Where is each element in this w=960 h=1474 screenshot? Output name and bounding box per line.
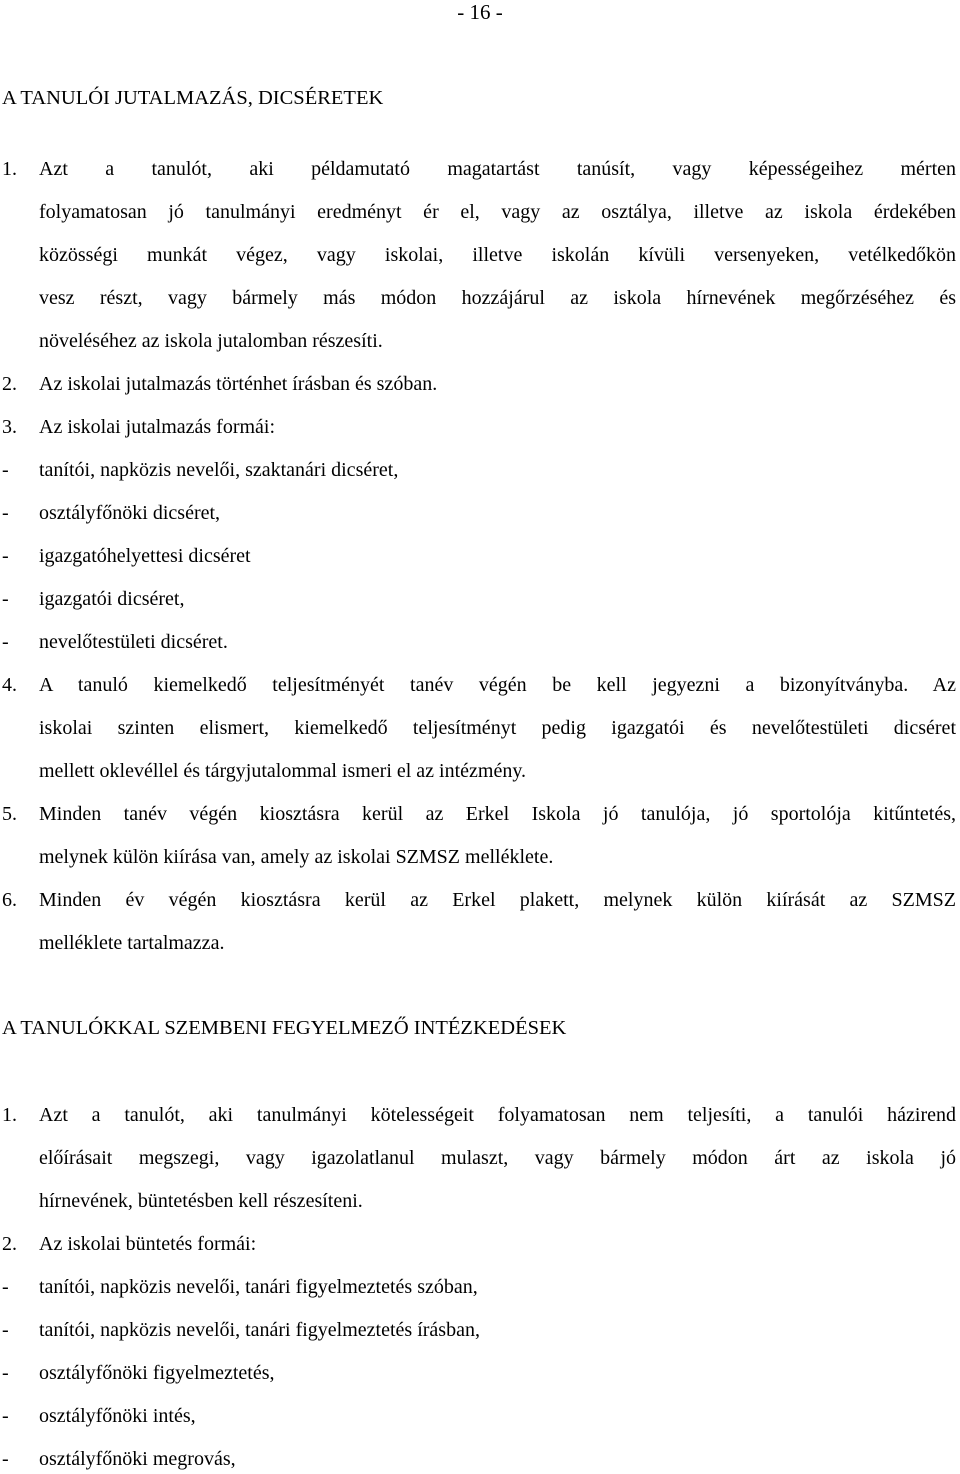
list-item-text: tanítói, napközis nevelői, szaktanári dicséret, xyxy=(39,459,399,481)
bullet-dash: - xyxy=(2,1276,9,1298)
paragraph-line: előírásait megszegi, vagy igazolatlanul mulaszt, vagy bármely módon árt az iskola jó xyxy=(39,1147,956,1169)
paragraph-line: Azt a tanulót, aki példamutató magatartást tanúsít, vagy képességeihez mérten xyxy=(39,158,956,180)
list-item xyxy=(2,585,185,613)
list-item-text: osztályfőnöki figyelmeztetés, xyxy=(39,1362,275,1384)
list-item xyxy=(2,1273,478,1301)
item-text: Az iskolai jutalmazás történhet írásban és szóban. xyxy=(39,373,438,395)
list-item-text: osztályfőnöki megrovás, xyxy=(39,1448,236,1470)
item-number: 6. xyxy=(2,889,17,911)
bullet-dash: - xyxy=(2,1319,9,1341)
bullet-dash: - xyxy=(2,502,9,524)
list-item-text: osztályfőnöki dicséret, xyxy=(39,502,221,524)
list-item xyxy=(2,628,228,656)
paragraph-rewards-4 xyxy=(39,664,956,793)
paragraph-line: Minden év végén kiosztásra kerül az Erkel plakett, melynek külön kiírását az SZMSZ xyxy=(39,889,956,911)
item-number: 3. xyxy=(2,416,17,438)
paragraph-discipline-2 xyxy=(2,1230,256,1258)
list-number xyxy=(2,800,17,828)
item-text: Az iskolai büntetés formái: xyxy=(39,1233,257,1255)
list-item-text: tanítói, napközis nevelői, tanári figyelmeztetés írásban, xyxy=(39,1319,480,1341)
paragraph-line: melynek külön kiírása van, amely az iskolai SZMSZ melléklete. xyxy=(39,846,554,868)
paragraph-line: melléklete tartalmazza. xyxy=(39,932,225,954)
paragraph-rewards-3 xyxy=(2,413,275,441)
bullet-dash: - xyxy=(2,545,9,567)
item-number: 2. xyxy=(2,1233,17,1255)
list-item-text: nevelőtestületi dicséret. xyxy=(39,631,228,653)
list-item xyxy=(2,1359,274,1387)
list-item xyxy=(2,456,398,484)
paragraph-line: Minden tanév végén kiosztásra kerül az Erkel Iskola jó tanulója, jó sportolója kitűntetés, xyxy=(39,803,956,825)
paragraph-line: közösségi munkát végez, vagy iskolai, illetve iskolán kívüli versenyeken, vetélkedőkön xyxy=(39,244,956,266)
item-number: 4. xyxy=(2,674,17,696)
bullet-dash: - xyxy=(2,1362,9,1384)
list-item xyxy=(2,1402,196,1430)
list-item xyxy=(2,1445,236,1473)
paragraph-rewards-1 xyxy=(39,148,956,363)
list-number xyxy=(2,1101,17,1129)
paragraph-line: növeléséhez az iskola jutalomban részesíti. xyxy=(39,330,383,352)
item-number: 2. xyxy=(2,373,17,395)
item-number: 1. xyxy=(2,158,17,180)
paragraph-line: iskolai szinten elismert, kiemelkedő teljesítményt pedig igazgatói és nevelőtestületi dicséret xyxy=(39,717,956,739)
list-item-text: igazgatóhelyettesi dicséret xyxy=(39,545,251,567)
item-text: Az iskolai jutalmazás formái: xyxy=(39,416,276,438)
bullet-dash: - xyxy=(2,459,9,481)
paragraph-line: mellett oklevéllel és tárgyjutalommal ismeri el az intézmény. xyxy=(39,760,527,782)
paragraph-rewards-5 xyxy=(39,793,956,879)
section-title-discipline: A TANULÓKKAL SZEMBENI FEGYELMEZŐ INTÉZKEDÉSEK xyxy=(2,1017,567,1039)
bullet-dash: - xyxy=(2,588,9,610)
bullet-dash: - xyxy=(2,1405,9,1427)
list-item-text: tanítói, napközis nevelői, tanári figyelmeztetés szóban, xyxy=(39,1276,478,1298)
item-number: 5. xyxy=(2,803,17,825)
list-item-text: igazgatói dicséret, xyxy=(39,588,185,610)
list-number xyxy=(2,671,17,699)
list-item xyxy=(2,499,220,527)
list-item xyxy=(2,1316,480,1344)
bullet-dash: - xyxy=(2,631,9,653)
paragraph-line: folyamatosan jó tanulmányi eredményt ér el, vagy az osztálya, illetve az iskola érdekében xyxy=(39,201,956,223)
paragraph-rewards-2 xyxy=(2,370,437,398)
paragraph-line: Azt a tanulót, aki tanulmányi kötelességeit folyamatosan nem teljesíti, a tanulói házirend xyxy=(39,1104,956,1126)
paragraph-discipline-1 xyxy=(39,1094,956,1223)
page-number: - 16 - xyxy=(457,0,503,24)
bullet-dash: - xyxy=(2,1448,9,1470)
item-number: 1. xyxy=(2,1104,17,1126)
list-number xyxy=(2,886,17,914)
paragraph-line: vesz részt, vagy bármely más módon hozzájárul az iskola hírnevének megőrzéséhez és xyxy=(39,287,956,309)
paragraph-line: hírnevének, büntetésben kell részesíteni. xyxy=(39,1190,363,1212)
list-item-text: osztályfőnöki intés, xyxy=(39,1405,196,1427)
section-title-rewards: A TANULÓI JUTALMAZÁS, DICSÉRETEK xyxy=(2,87,384,109)
list-item xyxy=(2,542,251,570)
paragraph-rewards-6 xyxy=(39,879,956,965)
paragraph-line: A tanuló kiemelkedő teljesítményét tanév végén be kell jegyezni a bizonyítványba. Az xyxy=(39,674,956,696)
list-number xyxy=(2,155,17,183)
